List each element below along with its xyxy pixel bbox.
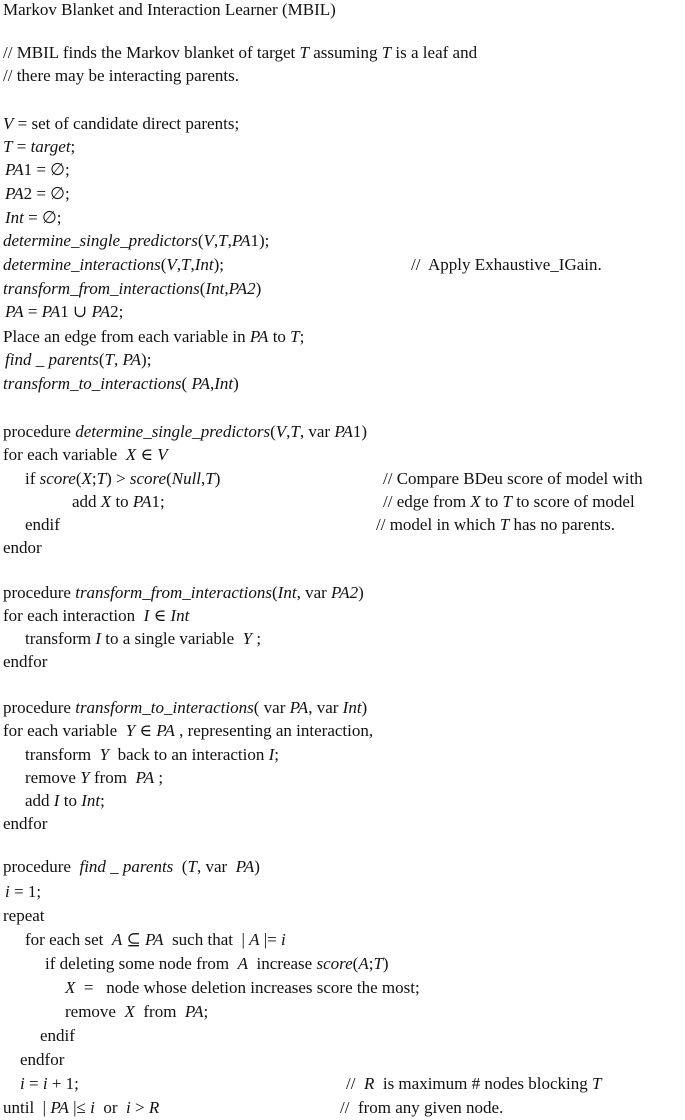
code-line (3, 583, 364, 603)
code-text: to (59, 791, 82, 810)
code-text: endor (3, 538, 42, 557)
code-text: until | (3, 1098, 51, 1117)
code-text: ∈ (149, 606, 171, 625)
code-text: = (12, 137, 31, 156)
code-line (3, 906, 45, 926)
code-text: ( (160, 255, 167, 274)
math-symbol: Y (99, 745, 110, 764)
math-symbol: PA (135, 768, 155, 787)
math-symbol: T (218, 231, 228, 250)
code-text: increase (248, 954, 317, 973)
code-text: 1) (352, 422, 368, 441)
code-text: ( (272, 583, 278, 602)
math-symbol: i (5, 882, 10, 901)
code-text: // model in which (376, 515, 500, 534)
code-text: ; (299, 327, 305, 346)
code-line (25, 791, 105, 811)
math-symbol: PA2 (331, 583, 359, 602)
math-symbol: V (203, 231, 214, 250)
math-symbol: I (95, 629, 102, 648)
math-symbol: A (249, 930, 260, 949)
code-line (3, 698, 367, 718)
code-comment (383, 469, 643, 489)
math-symbol: score (316, 954, 353, 973)
code-text: remove (65, 1002, 125, 1021)
math-symbol: PA2 (228, 279, 256, 298)
math-symbol: PA (41, 302, 61, 321)
math-symbol: Int (277, 583, 297, 602)
math-symbol: A (237, 954, 249, 973)
math-symbol: Int (194, 255, 214, 274)
code-text: + 1; (47, 1074, 79, 1093)
code-line (5, 208, 62, 228)
code-text: add (72, 492, 101, 511)
code-text: , (224, 279, 229, 298)
code-text: ⊆ (122, 930, 145, 949)
code-text: endif (25, 515, 60, 534)
math-symbol: parents (48, 350, 99, 369)
code-text: Place an edge from each variable in (3, 327, 250, 346)
code-text: endfor (20, 1050, 65, 1069)
math-symbol: transform_from_interactions (75, 583, 272, 602)
math-symbol: Int (81, 791, 101, 810)
code-text: from (89, 768, 136, 787)
code-text: to (111, 492, 133, 511)
math-symbol: i (126, 1098, 131, 1117)
math-symbol: PA (249, 327, 269, 346)
code-line (5, 350, 151, 370)
code-text: , (113, 350, 123, 369)
code-text: ; (91, 469, 97, 488)
code-text: procedure (3, 857, 80, 876)
code-line (72, 492, 165, 512)
code-text: , (176, 255, 182, 274)
code-text: 2; (110, 302, 124, 321)
math-symbol: transform_from_interactions (3, 279, 200, 298)
code-text: ∈ (136, 445, 158, 464)
code-text: ; (154, 768, 164, 787)
code-text: ) (214, 469, 221, 488)
code-text: , var (308, 698, 343, 717)
code-text: 1; (151, 492, 165, 511)
math-symbol: PA (5, 160, 24, 179)
math-symbol: T (299, 43, 309, 62)
code-line (3, 422, 367, 442)
code-line (25, 768, 163, 788)
math-symbol: find (79, 857, 106, 876)
math-symbol: determine_single_predictors (3, 231, 198, 250)
code-line (25, 629, 261, 649)
math-symbol: Null (171, 469, 202, 488)
code-line (25, 930, 286, 950)
code-comment (340, 1098, 503, 1118)
code-text: , (227, 231, 232, 250)
math-symbol: T (187, 857, 197, 876)
code-line (45, 954, 389, 974)
code-text: ( (166, 469, 172, 488)
code-text: , (286, 422, 291, 441)
code-text: endfor (3, 652, 48, 671)
code-text: , representing an interaction, (174, 721, 374, 740)
math-symbol: V (166, 255, 177, 274)
code-line (3, 66, 239, 86)
code-text: = set of candidate direct parents; (13, 114, 240, 133)
code-text: , var (299, 422, 335, 441)
math-symbol: Int (205, 279, 225, 298)
math-symbol: score (129, 469, 167, 488)
code-text: from (134, 1002, 185, 1021)
math-symbol: score (39, 469, 76, 488)
code-line (20, 1074, 79, 1094)
math-symbol: target (30, 137, 71, 156)
code-text: ( (352, 954, 359, 973)
math-symbol: T (290, 422, 300, 441)
math-symbol: PA (231, 231, 251, 250)
math-symbol: X (124, 1002, 135, 1021)
code-text: to score of model (511, 492, 635, 511)
code-text: ; (274, 745, 280, 764)
math-symbol: PA (5, 302, 24, 321)
code-line (25, 515, 60, 535)
math-symbol: Int (342, 698, 362, 717)
code-text: assuming (308, 43, 382, 62)
code-text: 1); (250, 231, 270, 250)
math-symbol: parents (122, 857, 174, 876)
code-text: , (201, 469, 206, 488)
code-line (3, 374, 239, 394)
code-text: if deleting some node from (45, 954, 238, 973)
code-comment (376, 515, 615, 535)
math-symbol: T (381, 43, 392, 62)
code-text: // Apply Exhaustive_IGain. (411, 255, 602, 274)
code-text: , (213, 231, 219, 250)
code-line (3, 327, 304, 347)
code-text: procedure (3, 583, 76, 602)
code-line (3, 43, 477, 63)
code-text: procedure (3, 698, 76, 717)
code-text: ( var (253, 698, 290, 717)
math-symbol: transform_to_interactions (3, 374, 182, 393)
math-symbol: PA (50, 1098, 69, 1117)
code-text: to (480, 492, 503, 511)
math-symbol: A (358, 954, 369, 973)
code-line (3, 114, 239, 134)
math-symbol: V (3, 114, 14, 133)
math-symbol: Int (170, 606, 190, 625)
code-text: ( (98, 350, 105, 369)
math-symbol: X (470, 492, 481, 511)
code-text: |= (259, 930, 282, 949)
math-symbol: PA (235, 857, 255, 876)
code-line (3, 231, 269, 251)
math-symbol: PA (132, 492, 152, 511)
code-text: = ∅; (23, 208, 62, 227)
math-symbol: I (143, 606, 150, 625)
code-comment (346, 1074, 602, 1094)
algorithm-title: Markov Blanket and Interaction Learner (MBIL) (3, 0, 336, 19)
math-symbol: PA (191, 374, 211, 393)
code-line (3, 814, 47, 834)
math-symbol: PA (184, 1002, 204, 1021)
code-text: if (25, 469, 40, 488)
math-symbol: T (3, 137, 13, 156)
code-line (3, 857, 260, 877)
code-line (3, 652, 47, 672)
math-symbol: T (499, 515, 510, 534)
math-symbol: Y (242, 629, 253, 648)
code-text: is maximum # nodes blocking (374, 1074, 593, 1093)
code-text: for each set (25, 930, 112, 949)
code-text: ( (199, 279, 206, 298)
math-symbol: X (100, 492, 112, 511)
code-text: > (130, 1098, 149, 1117)
code-text: back to an interaction (109, 745, 269, 764)
code-text: // edge from (383, 492, 471, 511)
code-text: = node whose deletion increases score the most; (75, 978, 420, 997)
math-symbol: Y (125, 721, 136, 740)
code-text: ) > (106, 469, 130, 488)
code-text: endif (40, 1026, 75, 1045)
code-text: to a single variable (101, 629, 243, 648)
code-line (3, 538, 42, 558)
code-line (40, 1026, 75, 1046)
code-text: ( (75, 469, 82, 488)
code-line (5, 160, 70, 180)
math-symbol: PA (156, 721, 175, 740)
code-text: repeat (3, 906, 45, 925)
math-symbol: T (592, 1074, 602, 1093)
math-symbol: X (81, 469, 92, 488)
code-text: endfor (3, 814, 48, 833)
code-text: or (94, 1098, 127, 1117)
code-text: // Compare BDeu score of model with (383, 469, 643, 488)
code-text: transform (25, 629, 96, 648)
code-line (3, 1098, 159, 1118)
code-text: = (24, 1074, 43, 1093)
code-text: transform (25, 745, 100, 764)
code-line (3, 137, 75, 157)
code-text: ( (197, 231, 204, 250)
code-line (3, 606, 189, 626)
code-line (5, 302, 123, 322)
math-symbol: PA (5, 184, 24, 203)
math-symbol: V (157, 445, 168, 464)
code-text: |≤ (68, 1098, 91, 1117)
math-symbol: Int (5, 208, 24, 227)
code-text: ) (255, 279, 262, 298)
math-symbol: i (42, 1074, 48, 1093)
code-text: ); (141, 350, 152, 369)
math-symbol: determine_interactions (3, 255, 161, 274)
math-symbol: i (20, 1074, 25, 1093)
code-text: , (210, 374, 215, 393)
code-text: = (23, 302, 42, 321)
code-text: // from any given node. (340, 1098, 504, 1117)
code-text: ) (382, 954, 389, 973)
code-text: is a leaf and (391, 43, 478, 62)
code-text: to (268, 327, 291, 346)
code-text: // there may be interacting parents. (3, 66, 240, 85)
code-text: ( (270, 422, 276, 441)
code-text: add (25, 791, 54, 810)
code-text: 1 ∪ (60, 302, 92, 321)
math-symbol: PA (144, 930, 164, 949)
math-symbol: i (90, 1098, 95, 1117)
code-line (3, 445, 168, 465)
code-text: ); (213, 255, 225, 274)
code-text: for each variable (3, 445, 126, 464)
code-line (65, 978, 420, 998)
math-symbol: PA (91, 302, 111, 321)
math-symbol: R (363, 1074, 375, 1093)
math-symbol: PA (122, 350, 142, 369)
math-symbol: R (148, 1098, 160, 1117)
math-symbol: T (181, 255, 191, 274)
math-symbol: Int (214, 374, 234, 393)
code-text: for each variable (3, 721, 126, 740)
code-text: for each interaction (3, 606, 144, 625)
code-text: // MBIL finds the Markov blanket of target (3, 43, 300, 62)
code-text: has no parents. (509, 515, 615, 534)
code-line (25, 469, 220, 489)
code-comment (411, 255, 602, 275)
code-text: remove (25, 768, 81, 787)
code-text: _ (105, 857, 123, 876)
code-text: , var (296, 583, 332, 602)
code-text: procedure (3, 422, 76, 441)
code-text: // (346, 1074, 364, 1093)
code-text: ; (100, 791, 105, 810)
code-text: ; (252, 629, 262, 648)
code-line (5, 882, 41, 902)
code-text: ) (358, 583, 364, 602)
code-text: ) (254, 857, 260, 876)
math-symbol: X (65, 978, 76, 997)
math-symbol: T (290, 327, 300, 346)
code-text: ) (361, 698, 368, 717)
math-symbol: V (275, 422, 287, 441)
math-symbol: A (111, 930, 123, 949)
code-comment (383, 492, 635, 512)
code-text: ; (70, 137, 76, 156)
math-symbol: PA (334, 422, 353, 441)
code-text: 1 = ∅; (23, 160, 70, 179)
code-line (3, 721, 373, 741)
math-symbol: T (205, 469, 215, 488)
code-line (5, 184, 70, 204)
math-symbol: transform_to_interactions (75, 698, 254, 717)
code-text: ( (181, 374, 192, 393)
code-line (3, 255, 224, 275)
code-line (25, 745, 279, 765)
math-symbol: T (373, 954, 383, 973)
code-text: , var (196, 857, 236, 876)
code-line (65, 1002, 208, 1022)
math-symbol: T (96, 469, 107, 488)
code-text: such that | (163, 930, 250, 949)
code-line (3, 279, 261, 299)
math-symbol: I (53, 791, 60, 810)
code-text: _ (31, 350, 49, 369)
code-text: 2 = ∅; (23, 184, 70, 203)
math-symbol: T (502, 492, 512, 511)
code-text: ; (368, 954, 374, 973)
code-text: ; (203, 1002, 209, 1021)
math-symbol: X (125, 445, 137, 464)
math-symbol: PA (289, 698, 309, 717)
code-text: ( (173, 857, 188, 876)
code-text: ∈ (135, 721, 157, 740)
code-text: , (190, 255, 195, 274)
math-symbol: i (281, 930, 286, 949)
math-symbol: determine_single_predictors (75, 422, 271, 441)
math-symbol: I (268, 745, 275, 764)
code-text: = 1; (9, 882, 42, 901)
code-line (20, 1050, 64, 1070)
math-symbol: T (104, 350, 114, 369)
math-symbol: Y (80, 768, 90, 787)
code-text: ) (233, 374, 239, 393)
math-symbol: find (5, 350, 32, 369)
